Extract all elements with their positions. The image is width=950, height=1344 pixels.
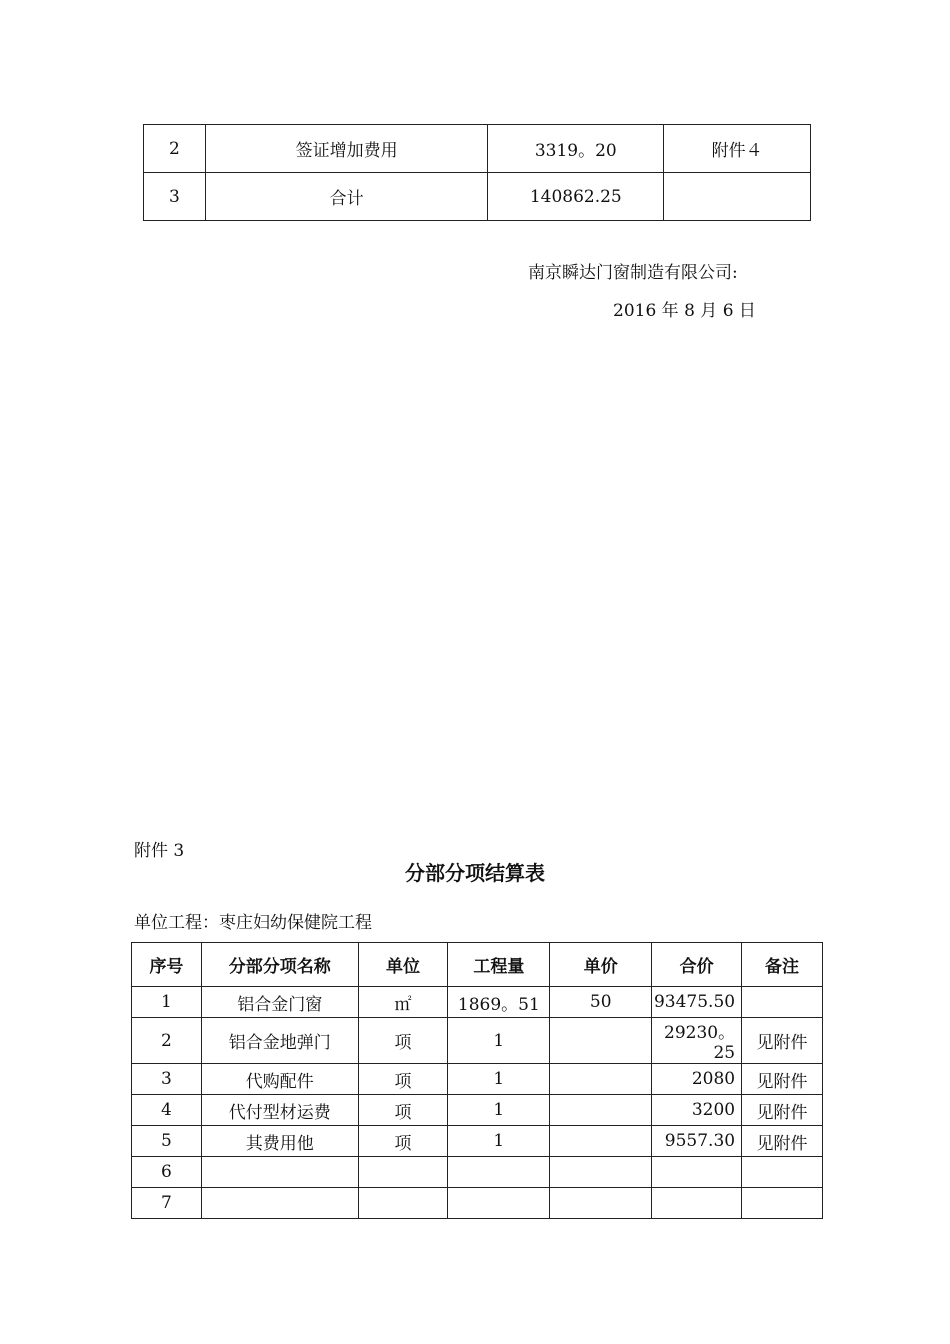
unit: 项 [358,1095,448,1126]
unit-price: 50 [550,987,652,1018]
column-header-unit: 单位 [358,943,448,987]
row-number: 3 [132,1064,202,1095]
table-row [132,1126,823,1157]
unit-price [550,1157,652,1188]
table-header-row [132,943,823,987]
table-row [132,987,823,1018]
unit-price [550,1188,652,1219]
table-row [132,1095,823,1126]
total-price: 9557.30 [652,1126,742,1157]
column-header-total-price: 合价 [652,943,742,987]
remark: 见附件 [742,1018,823,1064]
unit [358,1157,448,1188]
row-number: 3 [144,173,206,221]
table-row [132,1188,823,1219]
remark: 见附件 [742,1064,823,1095]
column-header-remark: 备注 [742,943,823,987]
amount: 3319。20 [488,125,664,173]
column-header-quantity: 工程量 [448,943,550,987]
item-name: 代付型材运费 [201,1095,358,1126]
document-title: 分部分项结算表 [405,861,545,885]
total-price: 29230。25 [652,1018,742,1064]
annex-label: 附件 3 [134,841,185,861]
total-price: 3200 [652,1095,742,1126]
item-name: 其费用他 [201,1126,358,1157]
unit: 项 [358,1064,448,1095]
signature-date: 2016 年 8 月 6 日 [613,301,756,321]
total-price: 2080 [652,1064,742,1095]
table-row [132,1157,823,1188]
unit: ㎡ [358,987,448,1018]
item-name: 铝合金门窗 [201,987,358,1018]
item-name [201,1188,358,1219]
note: 附件４ [664,125,811,173]
unit-price [550,1018,652,1064]
table-row [144,125,811,173]
quantity [448,1157,550,1188]
row-number: 5 [132,1126,202,1157]
item-name: 铝合金地弹门 [201,1018,358,1064]
settlement-table [131,942,823,1219]
column-header-unit-price: 单价 [550,943,652,987]
row-number: 2 [144,125,206,173]
row-number: 2 [132,1018,202,1064]
remark [742,987,823,1018]
table-row [132,1018,823,1064]
item-name: 签证增加费用 [205,125,487,173]
quantity: 1 [448,1018,550,1064]
item-name: 合计 [205,173,487,221]
item-name [201,1157,358,1188]
total-price [652,1157,742,1188]
total-price [652,1188,742,1219]
item-name: 代购配件 [201,1064,358,1095]
remark [742,1188,823,1219]
total-price: 93475.50 [652,987,742,1018]
quantity: 1 [448,1095,550,1126]
quantity: 1 [448,1064,550,1095]
unit-price [550,1126,652,1157]
row-number: 7 [132,1188,202,1219]
row-number: 6 [132,1157,202,1188]
quantity: 1 [448,1126,550,1157]
unit: 项 [358,1018,448,1064]
note [664,173,811,221]
remark: 见附件 [742,1126,823,1157]
company-name: 南京瞬达门窗制造有限公司: [528,263,738,283]
quantity [448,1188,550,1219]
project-name: 单位工程：枣庄妇幼保健院工程 [134,913,372,933]
row-number: 4 [132,1095,202,1126]
remark [742,1157,823,1188]
unit-price [550,1064,652,1095]
unit-price [550,1095,652,1126]
column-header-row-number: 序号 [132,943,202,987]
unit: 项 [358,1126,448,1157]
amount: 140862.25 [488,173,664,221]
row-number: 1 [132,987,202,1018]
column-header-item-name: 分部分项名称 [201,943,358,987]
summary-table [143,124,811,221]
quantity: 1869。51 [448,987,550,1018]
remark: 见附件 [742,1095,823,1126]
table-row [144,173,811,221]
unit [358,1188,448,1219]
table-row [132,1064,823,1095]
